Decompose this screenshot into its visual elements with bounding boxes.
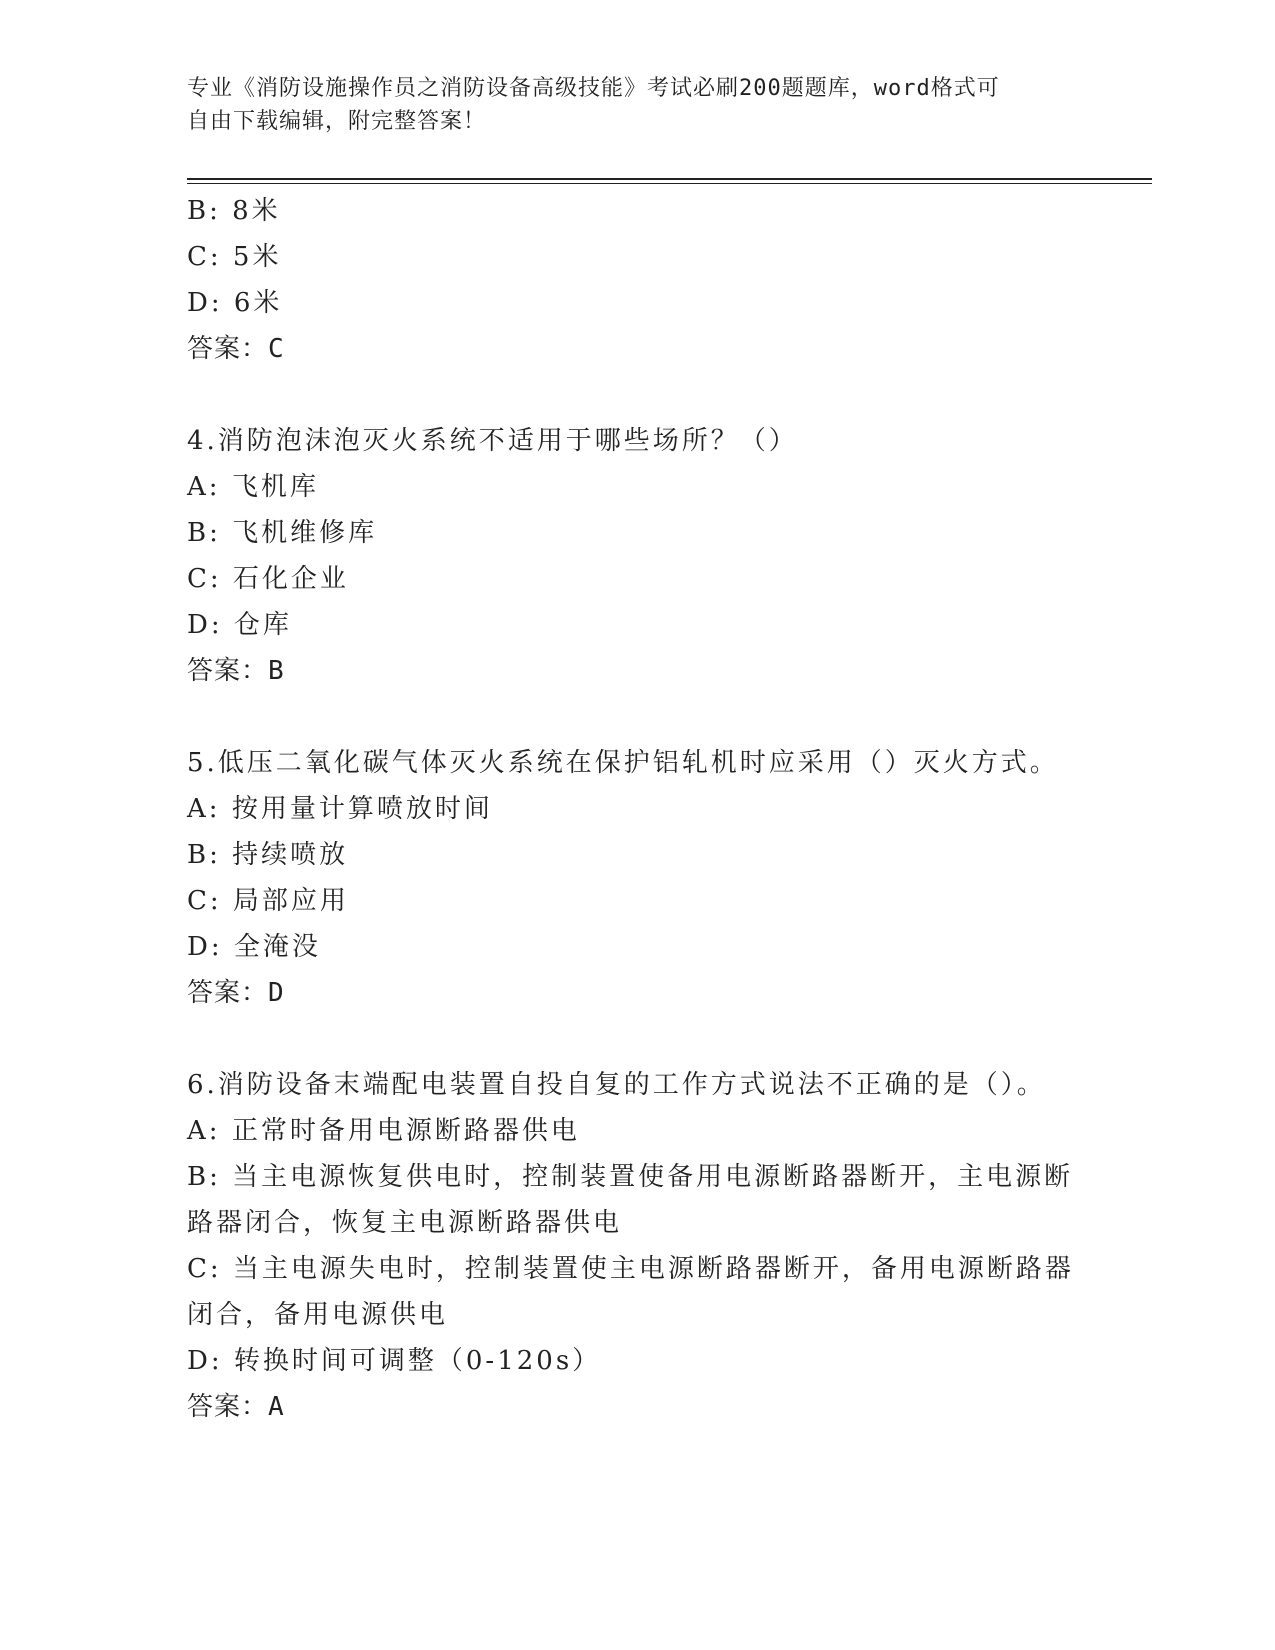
option-a: A: 正常时备用电源断路器供电 (187, 1116, 580, 1146)
option-c: C: 当主电源失电时，控制装置使主电源断路器断开，备用电源断路器闭合，备用电源供电 (187, 1254, 1074, 1330)
header-divider-thick (187, 178, 1152, 180)
question-5-block (187, 740, 1087, 1016)
option-c: C: 局部应用 (187, 886, 349, 916)
option-b: B: 飞机维修库 (187, 518, 378, 548)
option-b: B: 8米 (187, 196, 281, 226)
question-stem: 4.消防泡沫泡灭火系统不适用于哪些场所？（） (187, 426, 798, 456)
option-d: D: 仓库 (187, 610, 292, 640)
question-stem: 5.低压二氧化碳气体灭火系统在保护铝轧机时应采用（）灭火方式。 (187, 748, 1059, 778)
header-line-1: 专业《消防设施操作员之消防设备高级技能》考试必刷200题题库，word格式可 (187, 76, 1000, 101)
option-b: B: 当主电源恢复供电时，控制装置使备用电源断路器断开，主电源断路器闭合，恢复主电源断路器供电 (187, 1162, 1074, 1238)
option-d: D: 6米 (187, 288, 283, 318)
option-a: A: 飞机库 (187, 472, 319, 502)
option-c: C: 5米 (187, 242, 282, 272)
option-d: D: 全淹没 (187, 932, 321, 962)
question-stem: 6.消防设备末端配电装置自投自复的工作方式说法不正确的是（）。 (187, 1070, 1046, 1100)
header-line-2: 自由下载编辑，附完整答案！ (187, 109, 487, 134)
option-a: A: 按用量计算喷放时间 (187, 794, 493, 824)
prev-question-block (187, 188, 1087, 372)
question-4-block (187, 418, 1087, 694)
answer-line: 答案：A (187, 1392, 285, 1422)
option-d: D: 转换时间可调整（0-120s） (187, 1346, 602, 1376)
answer-line: 答案：D (187, 978, 285, 1008)
header-divider-thin (187, 183, 1152, 184)
answer-line: 答案：B (187, 656, 285, 686)
option-c: C: 石化企业 (187, 564, 349, 594)
document-header (187, 72, 1067, 138)
answer-line: 答案：C (187, 334, 285, 364)
question-content (187, 188, 1087, 1430)
question-6-block (187, 1062, 1087, 1430)
option-b: B: 持续喷放 (187, 840, 349, 870)
